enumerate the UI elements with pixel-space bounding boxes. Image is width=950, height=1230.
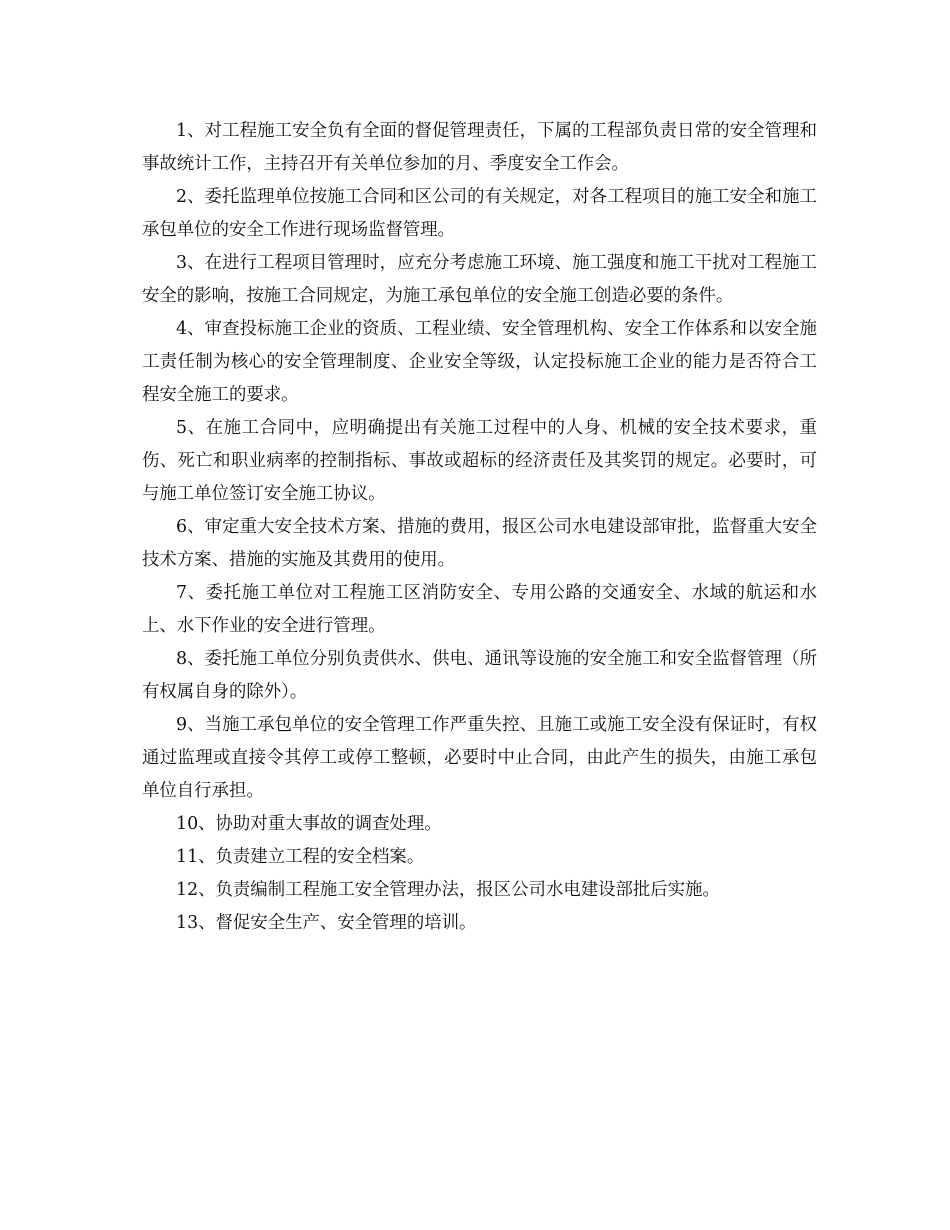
paragraph-3: 3、在进行工程项目管理时，应充分考虑施工环境、施工强度和施工干扰对工程施工安全的影响，按施工合同规定，为施工承包单位的安全施工创造必要的条件。 — [142, 253, 817, 306]
paragraph-7: 7、委托施工单位对工程施工区消防安全、专用公路的交通安全、水域的航运和水上、水下作业的安全进行管理。 — [142, 583, 817, 636]
paragraph-4: 4、审查投标施工企业的资质、工程业绩、安全管理机构、安全工作体系和以安全施工责任制为核心的安全管理制度、企业安全等级，认定投标施工企业的能力是否符合工程安全施工的要求。 — [142, 319, 817, 405]
paragraph-2: 2、委托监理单位按施工合同和区公司的有关规定，对各工程项目的施工安全和施工承包单位的安全工作进行现场监督管理。 — [142, 187, 817, 240]
paragraph-8: 8、委托施工单位分别负责供水、供电、通讯等设施的安全施工和安全监督管理（所有权属自身的除外）。 — [142, 649, 817, 702]
paragraph-13: 13、督促安全生产、安全管理的培训。 — [176, 913, 477, 933]
document-body — [142, 115, 817, 940]
paragraph-5: 5、在施工合同中，应明确提出有关施工过程中的人身、机械的安全技术要求，重伤、死亡和职业病率的控制指标、事故或超标的经济责任及其奖罚的规定。必要时，可与施工单位签订安全施工协议。 — [142, 418, 817, 504]
paragraph-11: 11、负责建立工程的安全档案。 — [176, 847, 425, 867]
paragraph-12: 12、负责编制工程施工安全管理办法，报区公司水电建设部批后实施。 — [176, 880, 720, 900]
paragraph-9: 9、当施工承包单位的安全管理工作严重失控、且施工或施工安全没有保证时，有权通过监理或直接令其停工或停工整顿，必要时中止合同，由此产生的损失，由施工承包单位自行承担。 — [142, 715, 817, 801]
paragraph-1: 1、对工程施工安全负有全面的督促管理责任，下属的工程部负责日常的安全管理和事故统计工作，主持召开有关单位参加的月、季度安全工作会。 — [142, 121, 817, 174]
paragraph-6: 6、审定重大安全技术方案、措施的费用，报区公司水电建设部审批，监督重大安全技术方案、措施的实施及其费用的使用。 — [142, 517, 817, 570]
paragraph-10: 10、协助对重大事故的调查处理。 — [176, 814, 442, 834]
